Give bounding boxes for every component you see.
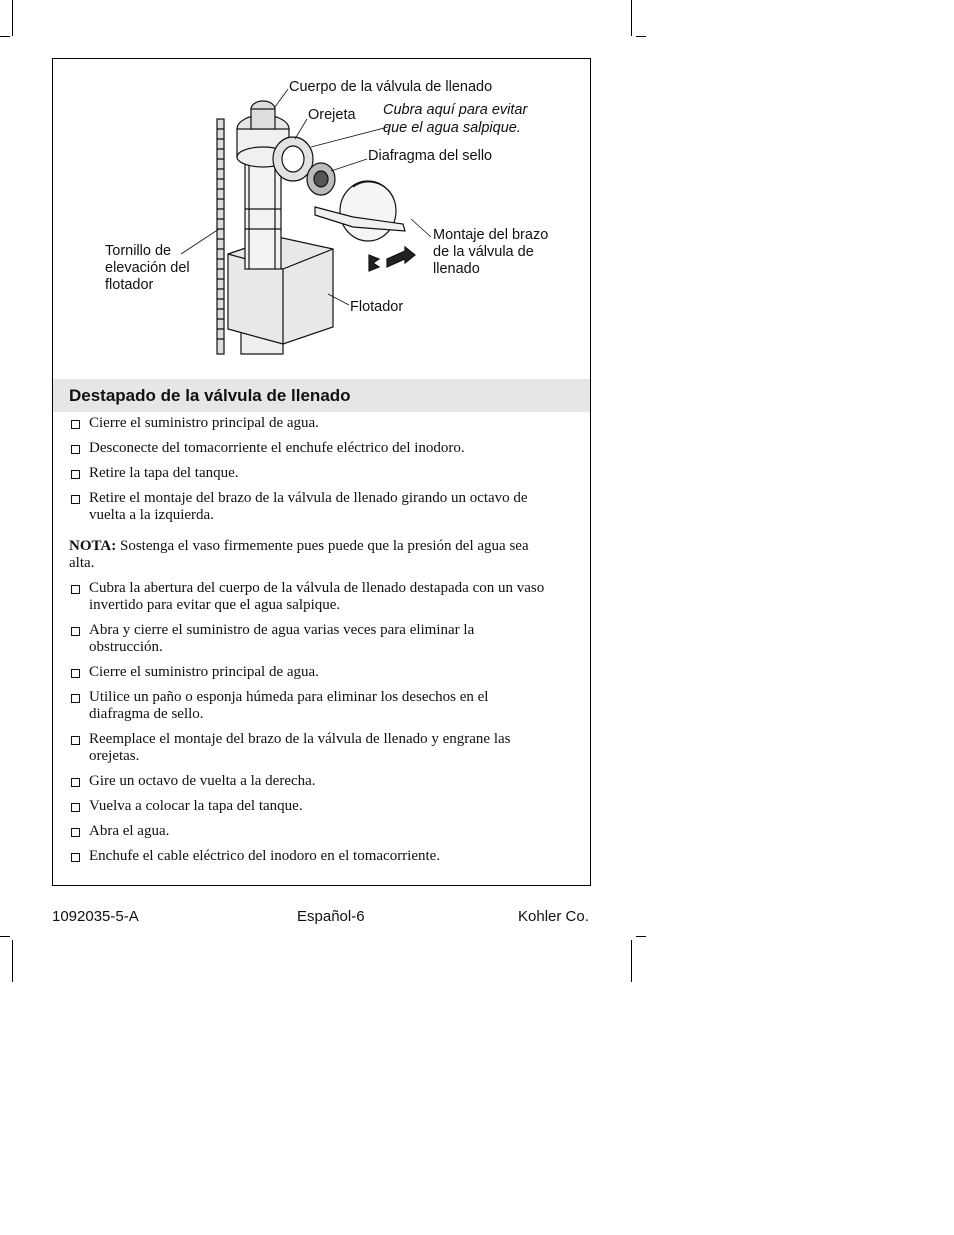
label-float-screw-1: Tornillo de <box>105 243 172 259</box>
label-cover-here-2: que el agua salpique. <box>383 120 521 136</box>
footer-page-number: Español-6 <box>297 908 365 925</box>
note <box>69 538 549 572</box>
list-item: Retire la tapa del tanque. <box>69 465 549 482</box>
checkbox-icon <box>71 669 80 678</box>
list-item: Vuelva a colocar la tapa del tanque. <box>69 798 549 815</box>
label-float-screw-2: elevación del <box>105 260 190 276</box>
checkbox-icon <box>71 585 80 594</box>
section-heading-bar <box>53 379 590 412</box>
checkbox-icon <box>71 445 80 454</box>
label-float-screw-3: flotador <box>105 277 154 293</box>
checkbox-icon <box>71 778 80 787</box>
rotation-arrow <box>369 255 379 271</box>
label-arm-assembly-1: Montaje del brazo <box>433 227 549 243</box>
checkbox-icon <box>71 694 80 703</box>
list-item: Desconecte del tomacorriente el enchufe eléctrico del inodoro. <box>69 440 549 457</box>
list-item: Enchufe el cable eléctrico del inodoro en el tomacorriente. <box>69 848 549 865</box>
crop-mark <box>0 936 10 937</box>
label-cover-here-1: Cubra aquí para evitar <box>383 102 528 118</box>
list-item: Reemplace el montaje del brazo de la válvula de llenado y engrane las orejetas. <box>69 731 549 765</box>
crop-mark <box>631 940 632 982</box>
crop-mark <box>12 940 13 982</box>
instruction-panel <box>52 58 591 886</box>
list-item: Cubra la abertura del cuerpo de la válvula de llenado destapada con un vaso invertido para evitar que el agua salpique. <box>69 580 549 614</box>
list-item: Retire el montaje del brazo de la válvula de llenado girando un octavo de vuelta a la izquierda. <box>69 490 549 524</box>
list-item: Abra y cierre el suministro de agua varias veces para eliminar la obstrucción. <box>69 622 549 656</box>
label-fill-valve-body: Cuerpo de la válvula de llenado <box>289 79 493 95</box>
checkbox-icon <box>71 627 80 636</box>
crop-mark <box>636 936 646 937</box>
section-title: Destapado de la válvula de llenado <box>69 386 351 405</box>
label-arm-assembly-3: llenado <box>433 261 480 277</box>
crop-mark <box>0 36 10 37</box>
checkbox-icon <box>71 495 80 504</box>
list-item: Cierre el suministro principal de agua. <box>69 664 549 681</box>
checkbox-icon <box>71 828 80 837</box>
footer-doc-number: 1092035-5-A <box>52 908 139 925</box>
label-float: Flotador <box>350 299 404 315</box>
crop-mark <box>12 0 13 36</box>
checkbox-icon <box>71 803 80 812</box>
checkbox-icon <box>71 853 80 862</box>
note-label: NOTA: <box>69 538 117 554</box>
checkbox-icon <box>71 420 80 429</box>
label-arm-assembly-2: de la válvula de <box>433 244 534 260</box>
footer-company: Kohler Co. <box>518 908 589 925</box>
note-text: Sostenga el vaso firmemente pues puede que la presión del agua sea alta. <box>69 538 529 571</box>
list-item: Utilice un paño o esponja húmeda para eliminar los desechos en el diafragma de sello. <box>69 689 549 723</box>
checkbox-icon <box>71 736 80 745</box>
checkbox-icon <box>71 470 80 479</box>
instructions-body <box>69 415 549 873</box>
label-seal-diaphragm: Diafragma del sello <box>368 148 493 164</box>
label-tab: Orejeta <box>308 107 356 123</box>
list-item: Abra el agua. <box>69 823 549 840</box>
list-item: Gire un octavo de vuelta a la derecha. <box>69 773 549 790</box>
rotation-arrow <box>387 247 415 267</box>
crop-mark <box>631 0 632 36</box>
list-item: Cierre el suministro principal de agua. <box>69 415 549 432</box>
crop-mark <box>636 36 646 37</box>
